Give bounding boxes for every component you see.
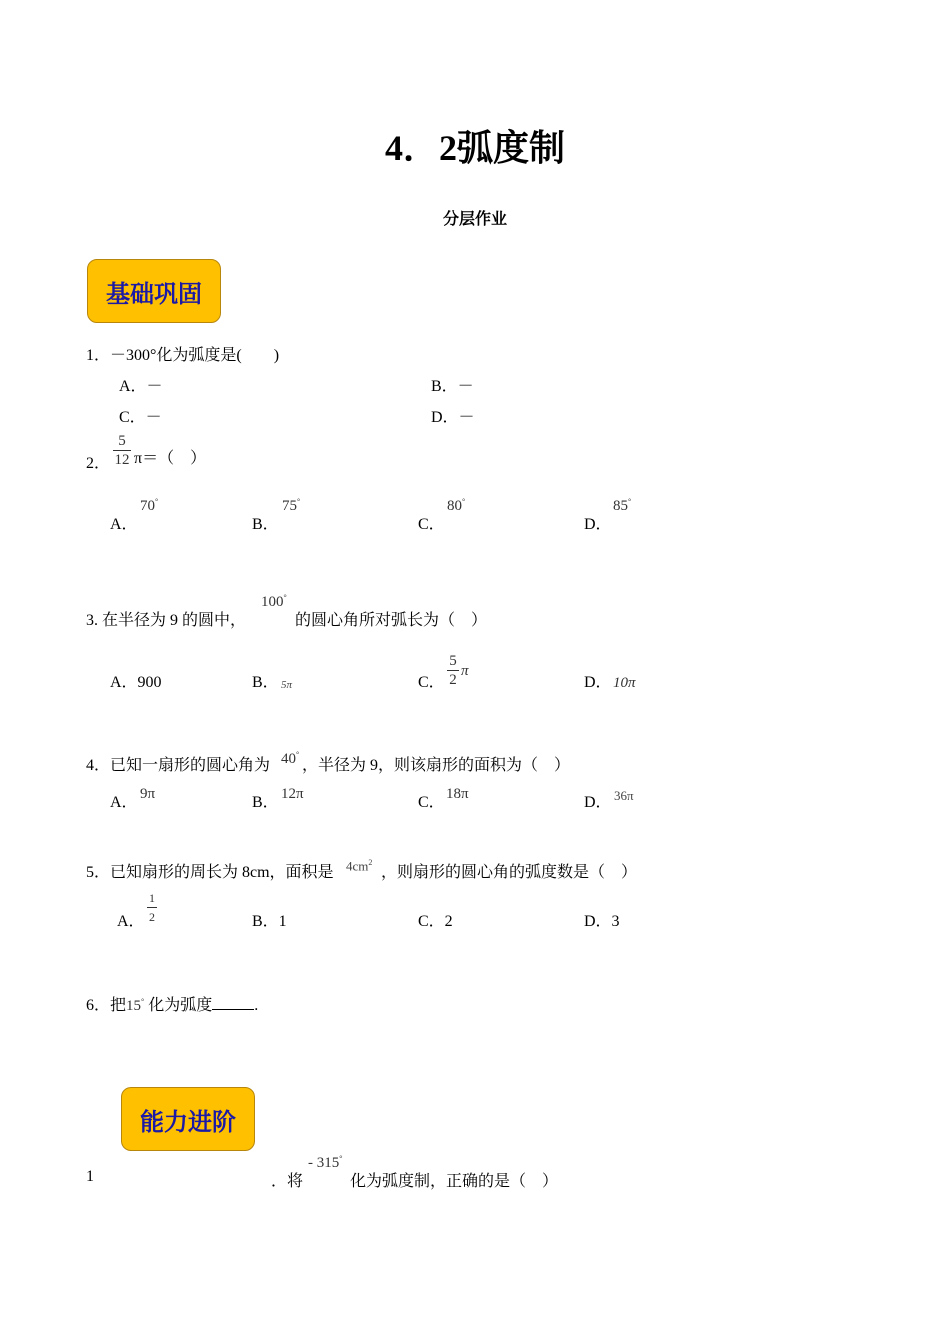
- section-badge-basic: 基础巩固: [87, 259, 221, 323]
- q4-option-a-value: 9π: [140, 786, 156, 802]
- q2-option-c-value: 80°: [447, 497, 466, 514]
- advanced-question-1-number: 1: [86, 1168, 94, 1185]
- q6-stem-post: 化为弧度: [148, 997, 213, 1014]
- question-3-stem-pre: 3. 在半径为 9 的圆中，: [86, 612, 247, 629]
- q3-option-b-label: B．: [252, 674, 279, 691]
- adv1-angle: - 315°: [308, 1154, 343, 1171]
- advanced-question-1-post: 化为弧度制，正确的是（ ）: [350, 1173, 559, 1190]
- page-title: 4．2弧度制: [384, 128, 565, 168]
- q5-option-b: B．1: [252, 913, 287, 930]
- q3-option-c-label: C．: [418, 674, 445, 691]
- q4-option-d-value: 36π: [614, 788, 634, 803]
- q3-option-c-pi: π: [461, 663, 469, 679]
- q4-option-c-value: 18π: [446, 786, 469, 802]
- q1-option-a: A．－: [119, 378, 163, 395]
- q6-answer-blank[interactable]: [212, 995, 254, 1010]
- q2-fraction: [112, 432, 132, 469]
- q4-option-d-label: D．: [584, 794, 612, 811]
- page-subtitle: 分层作业: [442, 211, 507, 228]
- q3-option-d-label: D．: [584, 674, 612, 691]
- q2-option-b-value: 75°: [282, 497, 301, 514]
- q5-option-c: C．2: [418, 913, 453, 930]
- q5-option-a-fraction: [146, 889, 158, 926]
- q3-option-c-denominator: 2: [449, 672, 457, 688]
- q4-option-c-label: C．: [418, 794, 445, 811]
- question-4-stem-pre: 4．已知一扇形的圆心角为: [86, 757, 271, 774]
- q6-stem-end: .: [254, 997, 259, 1014]
- question-4-stem-post: ，半径为 9，则该扇形的面积为（ ）: [302, 757, 571, 774]
- question-1-stem: 1．－300°化为弧度是( ): [86, 347, 280, 364]
- q5-area: $4cm^2$: [346, 858, 373, 874]
- q2-option-d-value: 85°: [613, 497, 632, 514]
- q3-option-b-value: 5π: [281, 679, 293, 691]
- q3-option-a: A．900: [110, 674, 162, 691]
- q2-option-a-value: 70°: [140, 497, 159, 514]
- q4-angle: 40°: [281, 750, 300, 767]
- q4-option-b-label: B．: [252, 794, 279, 811]
- q2-tail: π＝（ ）: [134, 450, 207, 467]
- q6-angle: 15°: [126, 997, 145, 1014]
- q1-option-c: C．－: [119, 409, 162, 426]
- q2-option-a-label: A．: [110, 516, 138, 533]
- q2-option-c-label: C．: [418, 516, 445, 533]
- q5-option-d: D．3: [584, 913, 620, 930]
- q2-fraction-numerator: 5: [118, 433, 126, 449]
- q4-option-b-value: 12π: [281, 786, 304, 802]
- q2-fraction-denominator: 12: [114, 452, 130, 468]
- q1-option-d: D．－: [431, 409, 475, 426]
- q3-option-c-fraction: [446, 652, 460, 689]
- q5-option-a-numerator: 1: [149, 891, 155, 905]
- question-2-number: 2．: [86, 455, 111, 472]
- q5-option-a-label: A．: [117, 913, 145, 930]
- q2-option-d-label: D．: [584, 516, 612, 533]
- q6-stem-pre: 6．把: [86, 997, 127, 1014]
- section-badge-advanced: 能力进阶: [121, 1087, 255, 1151]
- q3-option-d-value: 10π: [613, 675, 636, 691]
- advanced-question-1-mid: ．将: [271, 1173, 304, 1190]
- q3-angle: 100°: [261, 593, 287, 610]
- q3-option-c-numerator: 5: [449, 653, 457, 669]
- q5-option-a-denominator: 2: [149, 910, 155, 924]
- q2-option-b-label: B．: [252, 516, 279, 533]
- question-6-stem: [86, 992, 258, 1015]
- question-5-stem-pre: 5．已知扇形的周长为 8cm，面积是: [86, 864, 334, 881]
- question-5-stem-post: ，则扇形的圆心角的弧度数是（ ）: [381, 864, 638, 881]
- q1-option-b: B．－: [431, 378, 474, 395]
- q4-option-a-label: A．: [110, 794, 138, 811]
- question-3-stem-post: 的圆心角所对弧长为（ ）: [295, 612, 488, 629]
